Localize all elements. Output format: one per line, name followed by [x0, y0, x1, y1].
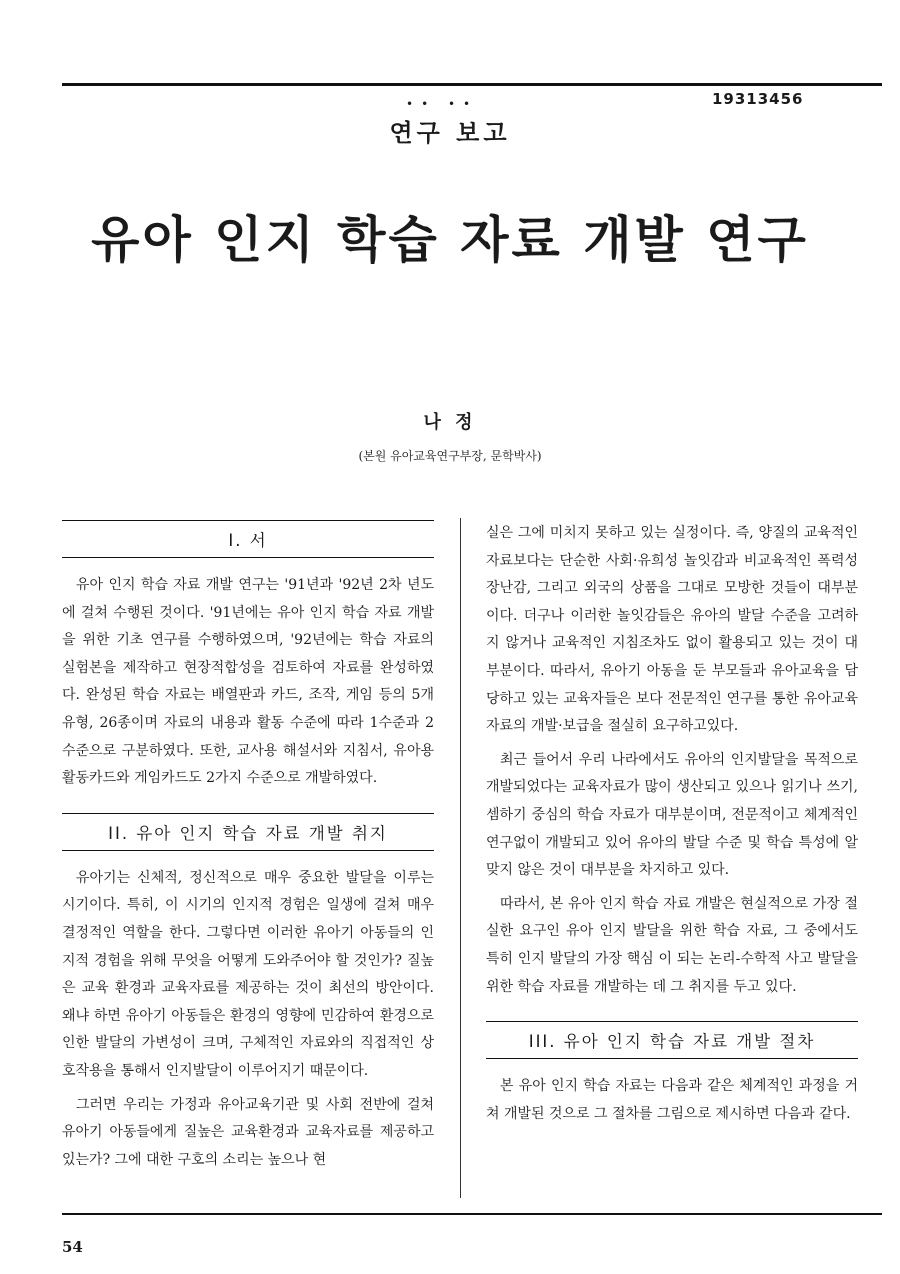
top-rule	[62, 83, 882, 86]
paragraph: 실은 그에 미치지 못하고 있는 실정이다. 즉, 양질의 교육적인 자료보다는 단순한 사회·유희성 놀잇감과 비교육적인 폭력성 장난감, 그리고 외국의 상품을 그대로 모방한 것들이 대부분이다. 더구나 이러한 놀잇감들은 유아의 발달 수준을 고려하지 않거나 교육적인 지침조차도 없이 활용되고 있는 것이 대부분이다. 따라서, 유아기 아동을 둔 부모들과 유아교육을 담당하고 있는 교육자들은 보다 전문적인 연구를 통한 유아교육 자료의 개발·보급을 절실히 요구하고있다.	[486, 525, 858, 735]
author-name: 나 정	[423, 412, 477, 433]
document-id: 19313456	[712, 90, 804, 108]
section-heading-procedure: III. 유아 인지 학습 자료 개발 절차	[486, 1021, 858, 1059]
bottom-rule	[62, 1213, 882, 1215]
paragraph: 그러면 우리는 가정과 유아교육기관 및 사회 전반에 걸쳐 유아기 아동들에게 질높은 교육환경과 교육자료를 제공하고 있는가? 그에 대한 구호의 소리는 높으나 현	[62, 1096, 434, 1168]
paragraph: 따라서, 본 유아 인지 학습 자료 개발은 현실적으로 가장 절실한 요구인 유아 인지 발달을 위한 학습 자료, 그 중에서도 특히 인지 발달의 가장 핵심 이 되는 논리-수학적 사고 발달을 위한 학습 자료를 개발하는 데 그 취지를 두고 있다.	[486, 895, 858, 995]
paragraph: 유아 인지 학습 자료 개발 연구는 '91년과 '92년 2차 년도에 걸쳐 수행된 것이다. '91년에는 유아 인지 학습 자료 개발을 위한 기초 연구를 수행하였으며, '92년에는 학습 자료의 실험본을 제작하고 현장적합성을 검토하여 자료를 완성하였다. 완성된 학습 자료는 배열판과 카드, 조작, 게임 등의 5개 유형, 26종이며 자료의 내용과 활동 수준에 따라 1수준과 2수준으로 구분하였다. 또한, 교사용 해설서와 지침서, 유아용 활동카드와 게임카드도 2가지 수준으로 개발하였다.	[62, 577, 434, 787]
paragraph: 본 유아 인지 학습 자료는 다음과 같은 체계적인 과정을 거쳐 개발된 것으로 그 절차를 그림으로 제시하면 다음과 같다.	[486, 1078, 858, 1122]
right-column	[486, 520, 858, 1134]
author-affiliation: (본원 유아교육연구부장, 문학박사)	[358, 449, 542, 463]
paragraph: 최근 들어서 우리 나라에서도 유아의 인지발달을 목적으로 개발되었다는 교육자료가 많이 생산되고 있으나 읽기나 쓰기, 셈하기 중심의 학습 자료가 대부분이며, 전문적이고 체계적인 연구없이 개발되고 있어 유아의 발달 수준 및 학습 특성에 알맞지 않은 것이 대부분을 차지하고 있다.	[486, 751, 858, 879]
section-heading-purpose: II. 유아 인지 학습 자료 개발 취지	[62, 813, 434, 851]
page-number: 54	[62, 1238, 83, 1256]
column-divider	[460, 518, 461, 1198]
decorative-dots: •• ••	[406, 97, 479, 111]
paragraph: 유아기는 신체적, 정신적으로 매우 중요한 발달을 이루는 시기이다. 특히, 이 시기의 인지적 경험은 일생에 걸쳐 매우 결정적인 역할을 한다. 그렇다면 이러한 유아기 아동들의 인지적 경험을 위해 무엇을 어떻게 도와주어야 할 것인가? 질높은 교육 환경과 교육자료를 제공하는 것이 최선의 방안이다. 왜냐 하면 유아기 아동들은 환경의 영향에 민감하여 환경으로 인한 발달의 가변성이 크며, 구체적인 자료와의 직접적인 상호작용을 통해서 인지발달이 이루어지기 때문이다.	[62, 869, 434, 1079]
left-column	[62, 520, 434, 1180]
section-heading-intro: I. 서	[62, 520, 434, 558]
page-title: 유아 인지 학습 자료 개발 연구	[91, 211, 809, 269]
section-label: 연구 보고	[389, 119, 511, 147]
